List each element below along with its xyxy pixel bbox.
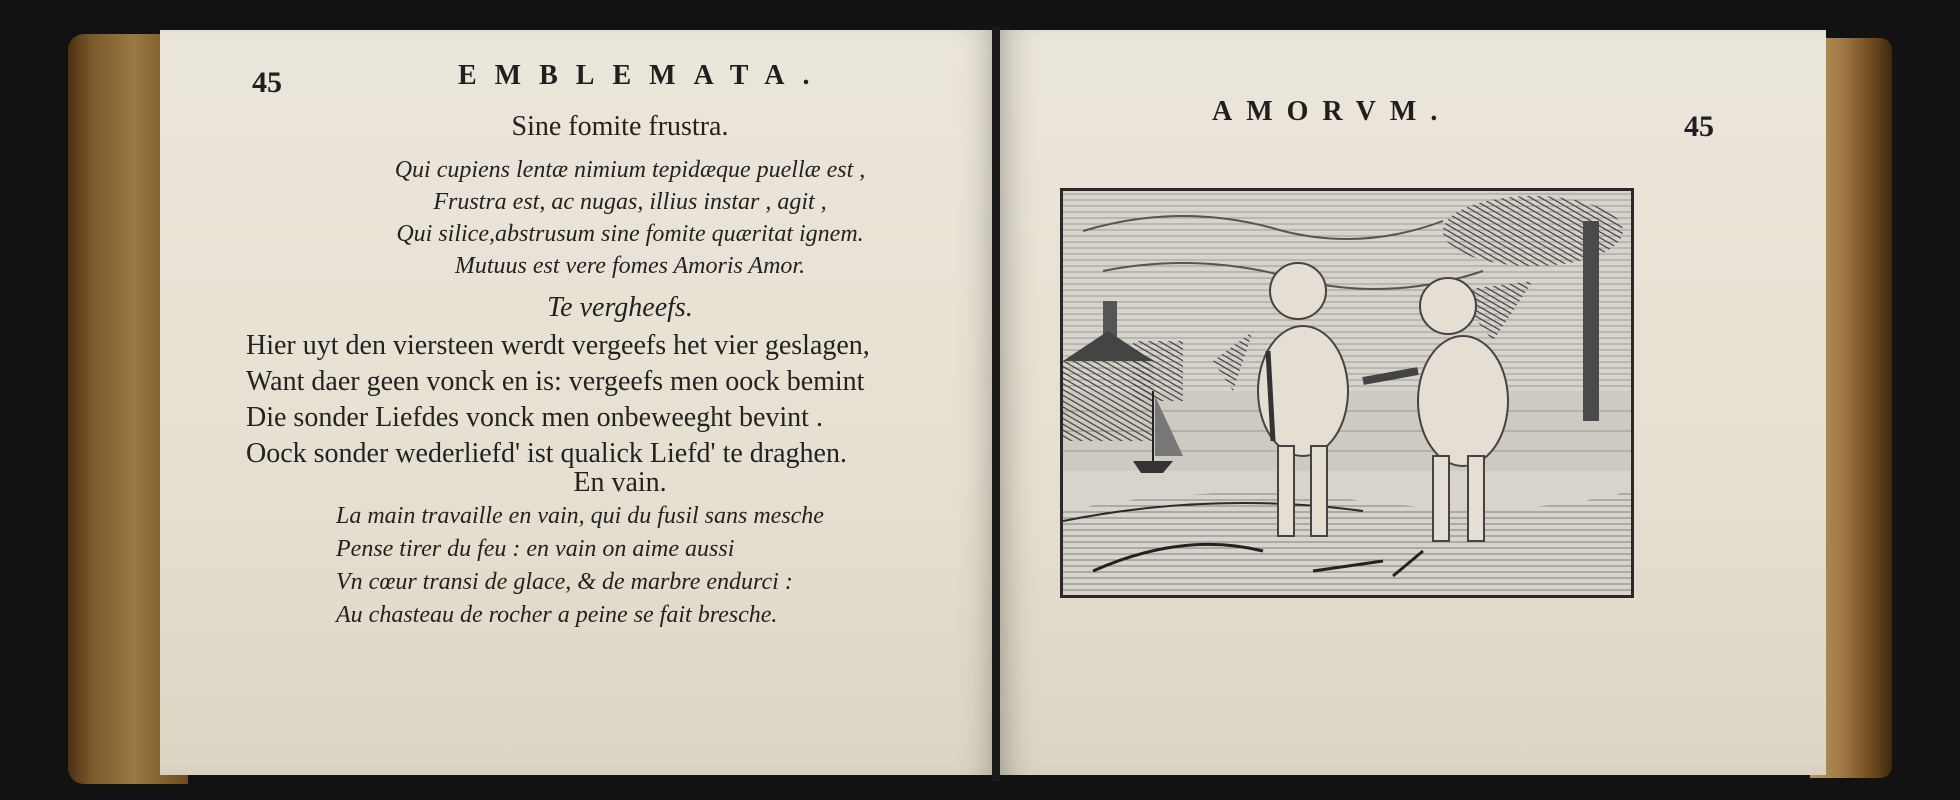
- dutch-line-3: Die sonder Liefdes vonck men onbeweeght bevint .: [246, 402, 823, 433]
- latin-line-4: Mutuus est vere fomes Amoris Amor.: [454, 253, 806, 279]
- french-heading: En vain.: [573, 467, 667, 498]
- book-gutter: [992, 26, 1000, 781]
- latin-line-1: Qui cupiens lentæ nimium tepidæque puellæ est ,: [394, 157, 866, 183]
- engraving-illustration: [1060, 188, 1634, 598]
- dutch-heading: Te vergheefs.: [547, 292, 693, 323]
- french-line-4: Au chasteau de rocher a peine se fait bresche.: [336, 602, 778, 628]
- latin-line-3: Qui silice,abstrusum sine fomite quæritat ignem.: [396, 221, 864, 247]
- dutch-verse: [246, 328, 986, 472]
- right-page-number: 45: [1684, 110, 1714, 143]
- motto: Sine fomite frustra.: [511, 111, 729, 142]
- dutch-line-1: Hier uyt den viersteen werdt vergeefs het vier geslagen,: [246, 330, 870, 361]
- left-page-number: 45: [252, 66, 282, 99]
- latin-verse: [330, 154, 930, 282]
- left-running-head: EMBLEMATA.: [458, 60, 828, 91]
- latin-line-2: Frustra est, ac nugas, illius instar , agit ,: [433, 189, 827, 215]
- ground: [1063, 491, 1631, 595]
- dutch-line-4: Oock sonder wederliefd' ist qualick Liefd' te draghen.: [246, 438, 847, 469]
- french-verse: [336, 500, 936, 632]
- french-line-1: La main travaille en vain, qui du fusil sans mesche: [336, 503, 824, 529]
- right-running-head: AMORVM.: [1212, 96, 1452, 127]
- dutch-line-2: Want daer geen vonck en is: vergeefs men oock bemint: [246, 366, 865, 397]
- french-line-3: Vn cœur transi de glace, & de marbre endurci :: [336, 569, 793, 595]
- cupids-engraving: [1063, 191, 1631, 595]
- french-line-2: Pense tirer du feu : en vain on aime aussi: [336, 536, 735, 562]
